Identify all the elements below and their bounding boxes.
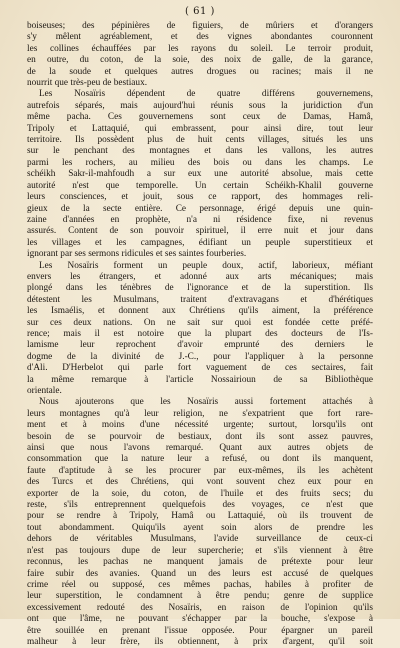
text-line: reste, s'ils entreprennent quelquefois des voyages, ce n'est que [27,500,373,511]
text-line: plongé dans les ténèbres de l'ignorance et de la superstition. Ils [27,283,373,294]
text-line: pour se rendre à Tripoly, Hamâ ou Lattaquié, où ils trouvent de [27,511,373,522]
text-line: faire subir des avanies. Quand un des leurs est accusé de quelques [27,568,373,579]
body-text [27,21,373,648]
text-line: lamisme leur reprochent d'avoir emprunté des derniers le [27,340,373,351]
text-line: malheur à leur frère, ils obtiennent, à prix d'argent, qu'il soit [27,636,373,647]
text-line: Nous ajouterons que les Nosaïris aussi fortement attachés à [39,397,373,408]
text-line: rence; mais il est notoire que la plupart des docteurs de l'Is- [27,328,373,339]
text-line: faute d'aptitude à se les procurer par eux-mêmes, ils les achètent [27,465,373,476]
text-line: des Turcs et des Chrétiens, qui vont souvent chez eux pour en [27,477,373,488]
text-line: crime réel ou supposé, ces mêmes pachas, habiles à profiter de [27,579,373,590]
text-line: même pacha. Ces gouvernemens sont ceux de Damas, Hamâ, [27,112,373,123]
text-line: reconnus, les pachas ne manquent jamais de prétexte pour leur [27,557,373,568]
text-line: n'est pas toujours dupe de leur supercherie; et s'ils viennent à être [27,545,373,556]
text-line: schéikh Sakr-il-mahfoudh a sur eux une autorité absolue, mais cette [27,169,373,180]
text-line: dehors de véritables Musulmans, l'avide surveillance de ceux-ci [27,534,373,545]
text-line: territoire. Ils possèdent plus de huit cents villages, situés les uns [27,135,373,146]
text-line: les collines échauffées par les rayons du soleil. Le terroir produit, [27,43,373,54]
page-number: ( 61 ) [185,6,215,17]
text-line: Les Nosaïris dépendent de quatre différens gouvernemens, [39,89,373,100]
text-line: assurés. Content de son pouvoir spirituel, il erre nuit et jour dans [27,226,373,237]
text-line: sur ces deux nations. On ne sait sur quoi est fondée cette préfé- [27,317,373,328]
text-line: parmi les rochers, au milieu des bois ou dans les champs. Le [27,157,373,168]
text-line: la même remarque à l'article Nossairioun de sa Bibliothèque [27,374,373,385]
text-line: leurs consciences, et jouit, sous ce rapport, des hommages reli- [27,192,373,203]
text-line: ont que l'âme, ne pouvant s'échapper par la bouche, s'expose à [27,614,373,625]
text-line: gieux de la secte entière. Ce personnage, érigé depuis une quin- [27,203,373,214]
text-line: consommation que la nature leur a refusé, ou dont ils manquent, [27,454,373,465]
text-line: d'Ali. D'Herbelot qui parle fort vaguement de ces sectaires, fait [27,363,373,374]
text-line: orientale. [27,386,62,396]
text-line: tout abondamment. Quiqu'ils ayent soin alors de prendre les [27,522,373,533]
text-line: besoin de se pourvoir de bestiaux, dont ils sont assez pauvres, [27,431,373,442]
text-line: sur le penchant des montagnes et dans les vallons, les autres [27,146,373,157]
text-line: ment et à moins d'une nécessité urgente; surtout, lorsqu'ils ont [27,420,373,431]
text-line: être souillée en prenant l'issue opposée. Pour épargner un pareil [27,625,373,636]
text-line: de la soude et quelques autres drogues ou racines; mais il ne [27,66,373,77]
text-line: autorité n'est que temporelle. Un certain Schéikh-Khalil gouverne [27,180,373,191]
text-line: boiseuses; des pépinières de figuiers, de mûriers et d'orangers [27,21,373,31]
text-line: s'y mêlent agréablement, et des vignes abondantes couronnent [27,32,373,43]
text-line: envers les étrangers, et adonné aux arts mécaniques; mais [27,271,373,282]
text-line: dogme de la divinité de J.-C., pour l'appliquer à la personne [27,351,373,362]
text-line: ainsi que nous l'avons remarqué. Quant aux autres objets de [27,443,373,454]
text-line: zaine d'années en prophète, n'a ni résidence fixe, ni revenus [27,214,373,225]
text-line: Les Nosaïris forment un peuple doux, actif, laborieux, méfiant [39,260,373,271]
text-line: autrefois séparés, mais aujourd'hui réunis sous la juridiction d'un [27,100,373,111]
text-line: leurs montagnes qu'à leur religion, ne s'expatrient que fort rare- [27,408,373,419]
text-line: exporter de la soie, du coton, de l'huile et des fruits secs; du [27,488,373,499]
text-line: en outre, du coton, de la soie, des noix de galle, de la garance, [27,55,373,66]
text-line: excessivement redouté des Nosaïris, en raison de l'opinion qu'ils [27,602,373,613]
text-line: les Ismaélis, et donnent aux Chrétiens qu'ils aiment, la préférence [27,306,373,317]
text-line: les villages et les campagnes, édifiant un peuple superstitieux et [27,237,373,248]
text-line: Tripoly et Lattaquié, qui embrassent, pour ainsi dire, tout leur [27,123,373,134]
text-line: leur superstition, le condamnent à être pendu; genre de supplice [27,591,373,602]
text-line: nourrit que très-peu de bestiaux. [27,78,148,89]
text-line: ignorant par ses sermons ridicules et ses saintes fourberies. [27,249,247,260]
text-line: détestent les Musulmans, traitent d'extravagans et d'hérétiques [27,294,373,305]
